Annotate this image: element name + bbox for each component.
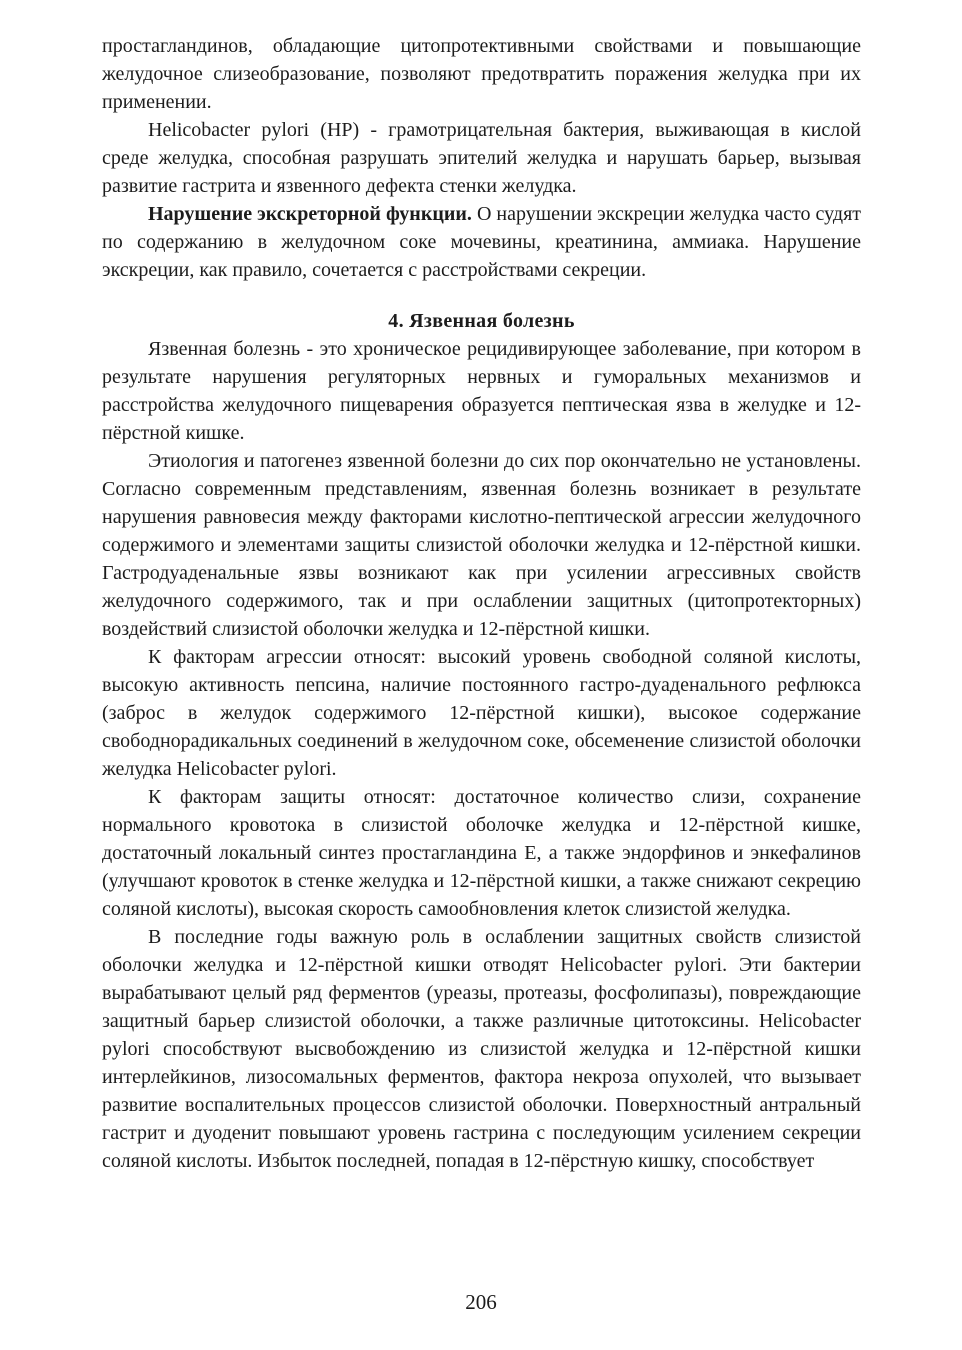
paragraph-prostaglandins: простагландинов, обладающие цитопротективными свойствами и повышающие желудочное слизеобразование, позволяют предотвратить поражения желудка при их применении. — [102, 35, 861, 113]
section-heading: 4. Язвенная болезнь — [388, 310, 575, 332]
paragraph-aggression-factors: К факторам агрессии относят: высокий уровень свободной соляной кислоты, высокую активность пепсина, наличие постоянного гастро-дуаденального рефлюкса (заброс в желудок содержимого 12-пёрстной кишки), высокое содержание свободнорадикальных соединений в желудочном соке, обсеменение слизистой оболочки желудка Helicobacter pylori. — [102, 646, 861, 780]
body-text — [102, 32, 861, 1175]
paragraph-etiology: Этиология и патогенез язвенной болезни до сих пор окончательно не установлены. Согласно современным представлениям, язвенная болезнь возникает в результате нарушения равновесия между факторами кислотно-пептической агрессии желудочного содержимого и элементами защиты слизистой оболочки желудка и 12-пёрстной кишки. Гастродуаденальные язвы возникают как при усилении агрессивных свойств желудочного содержимого, так и при ослаблении защитных (цитопротекторных) воздействий слизистой оболочки желудка и 12-пёрстной кишки. — [102, 450, 861, 640]
paragraph-protection-factors: К факторам защиты относят: достаточное количество слизи, сохранение нормального кровотока в слизистой оболочке желудка и 12-пёрстной кишке, достаточный локальный синтез простагландина Е, а также эндорфинов и энкефалинов (улучшают кровоток в стенке желудка и 12-пёрстной кишки, а также снижают секрецию соляной кислоты), высокая скорость самообновления клеток слизистой желудка. — [102, 786, 861, 920]
paragraph-helicobacter-role: В последние годы важную роль в ослаблении защитных свойств слизистой оболочки желудка и 12-пёрстной кишки отводят Helicobacter pylori. Эти бактерии вырабатывают целый ряд ферментов (уреазы, протеазы, фосфолипазы), повреждающие защитный барьер слизистой оболочки, а также различные цитотоксины. Helicobacter pylori способствуют высвобождению из слизистой желудка и 12-пёрстной кишки интерлейкинов, лизосомальных ферментов, фактора некроза опухолей, что вызывает развитие воспалительных процессов слизистой оболочки. Поверхностный антральный гастрит и дуоденит повышают уровень гастрина с последующим усилением секреции соляной кислоты. Избыток последней, попадая в 12-пёрстную кишку, способствует — [102, 926, 861, 1172]
excretory-function-heading: Нарушение экскреторной функции. — [148, 203, 472, 225]
paragraph-excretory-function — [102, 200, 861, 284]
paragraph-helicobacter: Helicobacter pylori (HP) - грамотрицательная бактерия, выживающая в кислой среде желудка, способная разрушать эпителий желудка и нарушать барьер, вызывая развитие гастрита и язвенного дефекта стенки желудка. — [102, 119, 861, 197]
page-number: 206 — [465, 1290, 497, 1314]
paragraph-ulcer-definition: Язвенная болезнь - это хроническое рецидивирующее заболевание, при котором в результате нарушения регуляторных нервных и гуморальных механизмов и расстройства желудочного пищеварения образуется пептическая язва в желудке и 12-пёрстной кишке. — [102, 338, 861, 444]
excretory-function-text: О нарушении экскреции желудка часто судят по содержанию в желудочном соке мочевины, креатинина, аммиака. Нарушение экскреции, как правило, сочетается с расстройствами секреции. — [102, 203, 862, 281]
